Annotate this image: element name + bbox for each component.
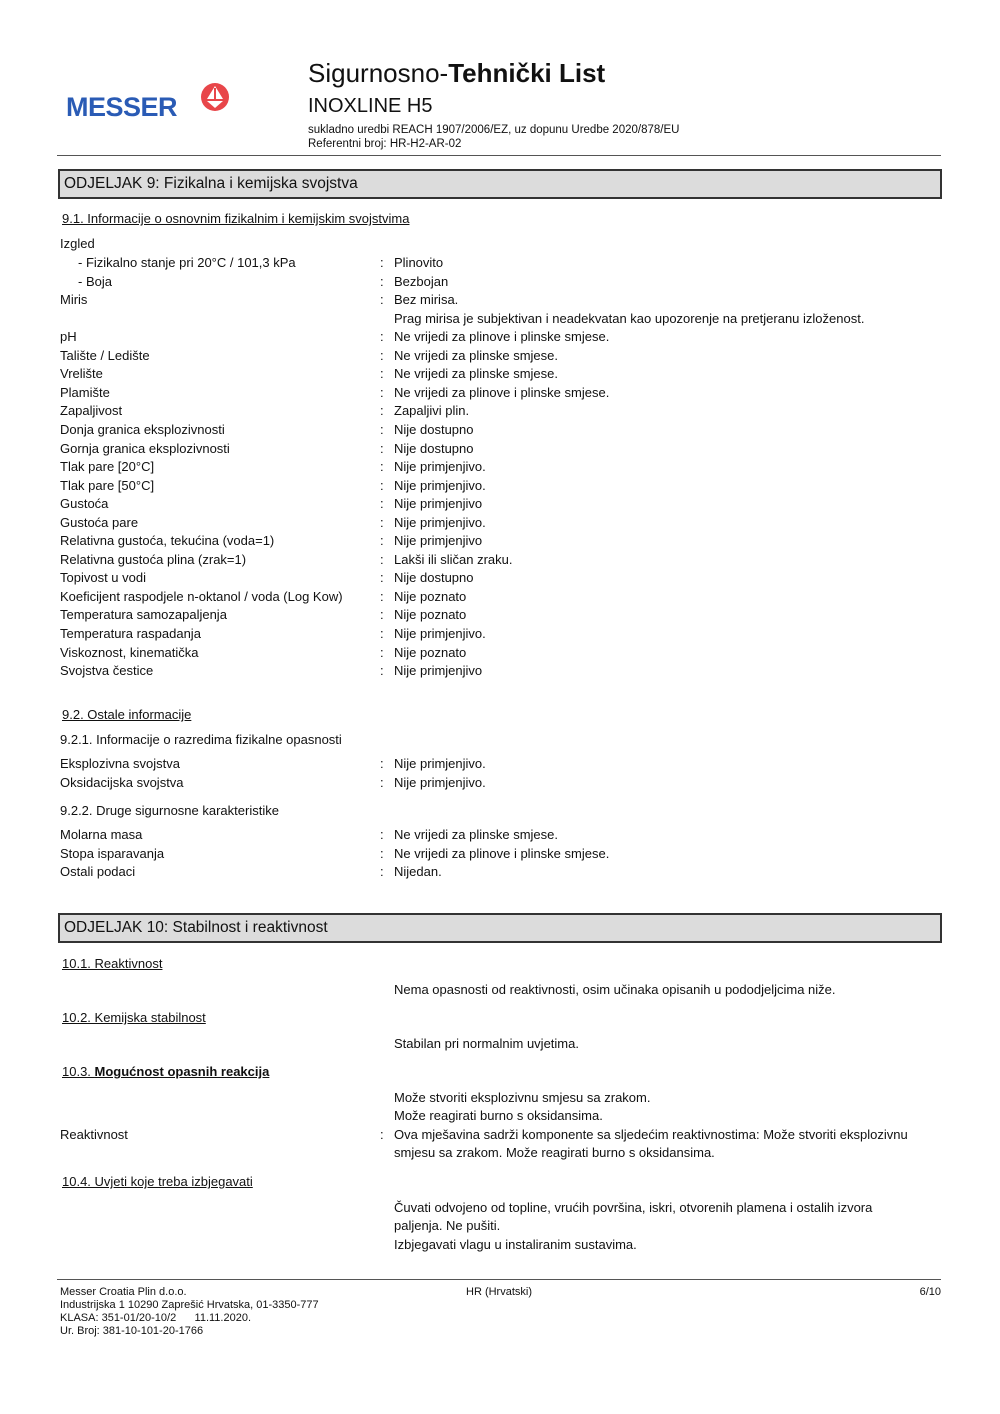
property-value: Bez mirisa. xyxy=(394,292,459,308)
document-title: Sigurnosno-Tehnički List xyxy=(308,58,606,88)
colon-separator: : xyxy=(380,366,384,382)
property-value: Bezbojan xyxy=(394,273,449,289)
reactivity-value-line-2: smjesu sa zrakom. Može reagirati burno s oksidansima. xyxy=(394,1145,715,1160)
conditions-avoid-3: Izbjegavati vlagu u instaliranim sustavima. xyxy=(394,1237,637,1252)
footer-ur-broj: Ur. Broj: 381-10-101-20-1766 xyxy=(60,1325,204,1337)
property-value: Plinovito xyxy=(394,255,444,270)
property-value: Ne vrijedi za plinove i plinske smjese. xyxy=(394,845,610,861)
property-value: Nije poznato xyxy=(394,588,467,604)
property-label: Temperatura samozapaljenja xyxy=(60,607,227,623)
property-label: Vrelište xyxy=(60,366,103,382)
property-value: Ne vrijedi za plinove i plinske smjese. xyxy=(394,384,610,400)
property-value: Ne vrijedi za plinske smjese. xyxy=(394,827,559,842)
colon-separator: : xyxy=(380,644,384,660)
colon-separator: : xyxy=(380,774,384,790)
property-label: Stopa isparavanja xyxy=(60,845,165,861)
property-value: Nije primjenjivo. xyxy=(394,774,486,790)
hazardous-reaction-2: Može reagirati burno s oksidansima. xyxy=(394,1108,603,1123)
footer-language: HR (Hrvatski) xyxy=(466,1286,532,1298)
colon-separator: : xyxy=(380,663,384,679)
footer-address: Industrijska 1 10290 Zaprešić Hrvatska, 01-3350-777 xyxy=(60,1299,319,1311)
property-value: Nije primjenjivo. xyxy=(394,626,486,641)
page-number: 6/10 xyxy=(919,1286,941,1298)
property-label: Molarna masa xyxy=(60,827,143,842)
subsection-9-2-1-title: 9.2.1. Informacije o razredima fizikalne opasnosti xyxy=(60,732,342,747)
property-label: Gustoća xyxy=(60,496,109,512)
property-label: Temperatura raspadanja xyxy=(60,626,201,641)
property-value: Nije poznato xyxy=(394,644,467,660)
property-label: Svojstva čestice xyxy=(60,663,154,679)
reactivity-text: Nema opasnosti od reaktivnosti, osim učinaka opisanih u pododjeljcima niže. xyxy=(394,982,836,997)
property-value: Nije primjenjivo. xyxy=(394,514,486,530)
colon-separator: : xyxy=(380,533,384,549)
property-value: Nije primjenjivo. xyxy=(394,459,486,475)
colon-separator: : xyxy=(380,551,384,567)
subsection-9-2-2-title: 9.2.2. Druge sigurnosne karakteristike xyxy=(60,803,279,818)
messer-logo xyxy=(66,82,236,124)
colon-separator: : xyxy=(380,626,384,641)
conditions-avoid-2: paljenja. Ne pušiti. xyxy=(394,1218,501,1233)
property-value: Nije dostupno xyxy=(394,440,474,456)
property-label: Ostali podaci xyxy=(60,864,136,879)
messer-logo-icon xyxy=(200,82,230,112)
stability-text: Stabilan pri normalnim uvjetima. xyxy=(394,1036,579,1051)
subsection-10-4-title: 10.4. Uvjeti koje treba izbjegavati xyxy=(62,1174,253,1189)
property-label: Topivost u vodi xyxy=(60,570,146,586)
footer-divider xyxy=(57,1279,941,1280)
property-value: Nije dostupno xyxy=(394,421,474,437)
reference-number: Referentni broj: HR-H2-AR-02 xyxy=(308,138,462,150)
colon-separator: : xyxy=(380,459,384,475)
subsection-10-2-title: 10.2. Kemijska stabilnost xyxy=(62,1010,206,1025)
section-9-header: ODJELJAK 9: Fizikalna i kemijska svojstva xyxy=(58,169,942,199)
property-label: Gustoća pare xyxy=(60,514,139,530)
property-value: Lakši ili sličan zraku. xyxy=(394,551,513,567)
property-label: Relativna gustoća, tekućina (voda=1) xyxy=(60,533,275,549)
colon-separator: : xyxy=(380,421,384,437)
property-label: Talište / Ledište xyxy=(60,347,150,363)
subsection-9-1-title: 9.1. Informacije o osnovnim fizikalnim i kemijskim svojstvima xyxy=(62,211,410,226)
colon-separator: : xyxy=(380,570,384,586)
hazardous-reaction-1: Može stvoriti eksplozivnu smjesu sa zrakom. xyxy=(394,1090,651,1105)
property-label: Tlak pare [50°C] xyxy=(60,477,155,493)
colon-separator: : xyxy=(380,347,384,363)
property-label: Zapaljivost xyxy=(60,403,123,419)
logo-wordmark: MESSER xyxy=(66,92,178,122)
footer-company: Messer Croatia Plin d.o.o. xyxy=(60,1286,187,1298)
colon-separator: : xyxy=(380,607,384,623)
colon-separator: : xyxy=(380,514,384,530)
regulation-info xyxy=(308,123,679,151)
property-value: Nije primjenjivo. xyxy=(394,756,486,771)
reactivity-value-line-1: Ova mješavina sadrži komponente sa sljedećim reaktivnostima: Može stvoriti eksplozivnu xyxy=(394,1127,908,1142)
property-label: Eksplozivna svojstva xyxy=(60,756,180,771)
property-label: Miris xyxy=(60,292,88,308)
footer-klasa: KLASA: 351-01/20-10/2 11.11.2020. xyxy=(60,1312,252,1324)
product-name: INOXLINE H5 xyxy=(308,95,433,117)
property-label: pH xyxy=(60,329,77,345)
colon-separator: : xyxy=(380,292,384,308)
property-label: Viskoznost, kinematička xyxy=(60,644,199,660)
appearance-label: Izgled xyxy=(60,236,95,251)
footer-company-info xyxy=(60,1286,319,1338)
colon-separator: : xyxy=(380,756,384,771)
property-label: Oksidacijska svojstva xyxy=(60,774,184,790)
colon-separator: : xyxy=(380,477,384,493)
regulation-text: sukladno uredbi REACH 1907/2006/EZ, uz dopunu Uredbe 2020/878/EU xyxy=(308,124,680,136)
property-value: Zapaljivi plin. xyxy=(394,403,470,419)
colon-separator: : xyxy=(380,403,384,419)
header-divider xyxy=(57,155,941,156)
conditions-avoid-1: Čuvati odvojeno od topline, vrućih površina, iskri, otvorenih plamena i ostalih izvora xyxy=(394,1200,873,1215)
colon-separator: : xyxy=(380,384,384,400)
colon-separator: : xyxy=(380,827,384,842)
subsection-9-2-title: 9.2. Ostale informacije xyxy=(62,707,192,722)
property-value: Nije primjenjivo. xyxy=(394,477,486,493)
colon-separator: : xyxy=(380,496,384,512)
property-label: Relativna gustoća plina (zrak=1) xyxy=(60,551,247,567)
colon-separator: : xyxy=(380,588,384,604)
property-value: Ne vrijedi za plinske smjese. xyxy=(394,347,559,363)
colon-separator: : xyxy=(380,1127,384,1142)
property-value: Nije primjenjivo xyxy=(394,663,483,679)
subsection-10-1-title: 10.1. Reaktivnost xyxy=(62,956,163,971)
property-value: Nijedan. xyxy=(394,864,442,879)
colon-separator: : xyxy=(380,329,384,345)
colon-separator: : xyxy=(380,255,384,270)
section-10-header: ODJELJAK 10: Stabilnost i reaktivnost xyxy=(58,913,942,943)
property-label: Koeficijent raspodjele n-oktanol / voda (Log Kow) xyxy=(60,588,343,604)
property-label: Gornja granica eksplozivnosti xyxy=(60,440,230,456)
property-value: Ne vrijedi za plinske smjese. xyxy=(394,366,559,382)
property-value: Prag mirisa je subjektivan i neadekvatan kao upozorenje na pretjeranu izloženost. xyxy=(394,310,865,326)
colon-separator: : xyxy=(380,864,384,879)
property-value: Nije primjenjivo xyxy=(394,533,483,549)
property-label: Tlak pare [20°C] xyxy=(60,459,155,475)
colon-separator: : xyxy=(380,273,384,289)
property-value: Nije dostupno xyxy=(394,570,474,586)
reactivity-label: Reaktivnost xyxy=(60,1127,128,1142)
property-label: - Boja xyxy=(78,273,112,289)
colon-separator: : xyxy=(380,440,384,456)
property-label: Plamište xyxy=(60,384,110,400)
property-label: Donja granica eksplozivnosti xyxy=(60,421,225,437)
property-label: - Fizikalno stanje pri 20°C / 101,3 kPa xyxy=(78,255,296,270)
subsection-10-3-title: 10.3. Mogućnost opasnih reakcija xyxy=(62,1064,270,1079)
property-value: Nije poznato xyxy=(394,607,467,623)
colon-separator: : xyxy=(380,845,384,861)
property-value: Nije primjenjivo xyxy=(394,496,483,512)
property-value: Ne vrijedi za plinove i plinske smjese. xyxy=(394,329,610,345)
